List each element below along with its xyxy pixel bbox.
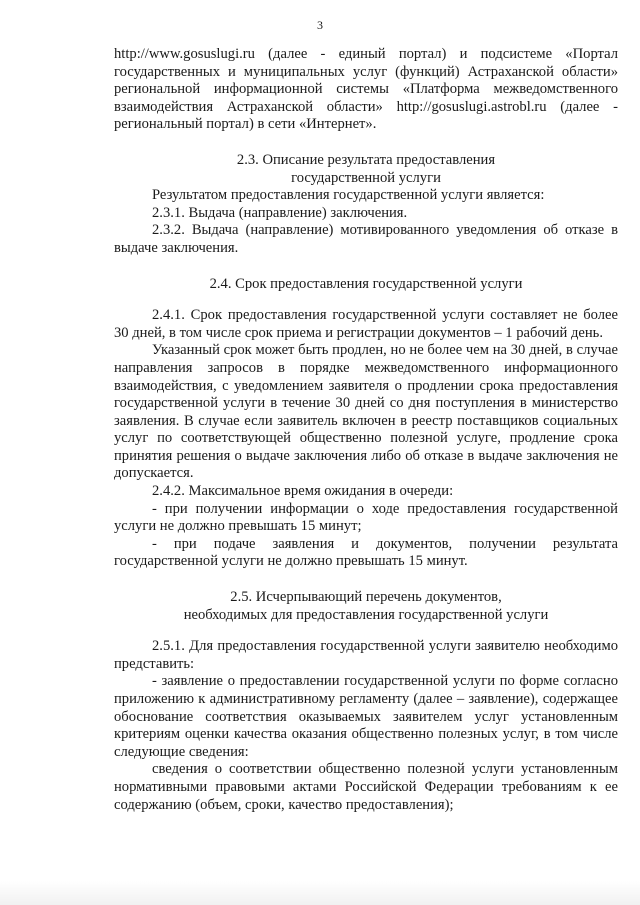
page-number: 3 <box>317 18 323 32</box>
section-2-3-heading-line1: 2.3. Описание результата предоставления <box>236 151 496 168</box>
section-2-3-paragraph: Результатом предоставления государственной услуги является: <box>152 187 545 204</box>
section-2-4-paragraph: 2.4.1. Срок предоставления государственной услуги составляет не более 30 дней, в том числе срок приема и регистрации документов – 1 рабочий день. <box>114 307 618 341</box>
section-2-3-paragraph: 2.3.2. Выдача (направление) мотивированного уведомления об отказе в выдаче заключения. <box>114 222 618 256</box>
section-2-3-paragraph: 2.3.1. Выдача (направление) заключения. <box>152 204 408 221</box>
section-2-3-heading-line2: государственной услуги <box>291 169 441 186</box>
scan-bottom-edge <box>0 881 640 905</box>
section-2-5-heading-line2: необходимых для предоставления государственной услуги <box>183 606 549 623</box>
document-body <box>114 46 618 814</box>
section-2-4-paragraph: 2.4.2. Максимальное время ожидания в очереди: <box>152 483 454 500</box>
section-2-4-list-item: - при подаче заявления и документов, получении результата государственной услуги не должно превышать 15 минут. <box>114 535 618 570</box>
section-2-5-paragraph: сведения о соответствии общественно полезной услуги установленным нормативными правовыми актами Российской Федерации требованиям к ее содержанию (объем, сроки, качество предоставления); <box>114 761 618 813</box>
section-2-4 <box>114 276 618 572</box>
section-2-4-paragraph: Указанный срок может быть продлен, но не более чем на 30 дней, в случае направления запросов в порядке межведомственного информационного взаимодействия, с уведомлением заявителя о продлении срока предоставления государственной услуги в течение 30 дней со дня поступления в министерство заявления. В случае если заявитель включен в реестр поставщиков социальных услуг по соответствующей общественно полезной услуге, продление срока принятия решения о выдаче заключения либо об отказе в выдаче заключения не допускается. <box>114 342 618 482</box>
section-2-4-heading: 2.4. Срок предоставления государственной услуги <box>209 275 523 292</box>
section-2-4-list-item: - при получении информации о ходе предоставления государственной услуги не должно превышать 15 минут; <box>114 500 618 535</box>
section-2-5-paragraph: 2.5.1. Для предоставления государственной услуги заявителю необходимо представить: <box>114 638 618 672</box>
intro-paragraph: http://www.gosuslugi.ru (далее - единый портал) и подсистеме «Портал государственных и муниципальных услуг (функций) Астраханской области» региональной информационной системы «Платформа межведомственного взаимодействия Астраханской области» http://gosuslugi.astrobl.ru (далее - региональный портал) в сети «Интернет». <box>114 46 618 133</box>
section-2-5-heading-line1: 2.5. Исчерпывающий перечень документов, <box>230 589 502 606</box>
section-2-5-paragraph: - заявление о предоставлении государственной услуги по форме согласно приложению к административному регламенту (далее – заявление), содержащее обоснование соответствия оказываемых заявителем услуг установленным критериям оценки качества оказания общественно полезных услуг, в том числе следующие сведения: <box>114 673 618 760</box>
section-2-3 <box>114 152 618 258</box>
section-2-5 <box>114 589 618 814</box>
